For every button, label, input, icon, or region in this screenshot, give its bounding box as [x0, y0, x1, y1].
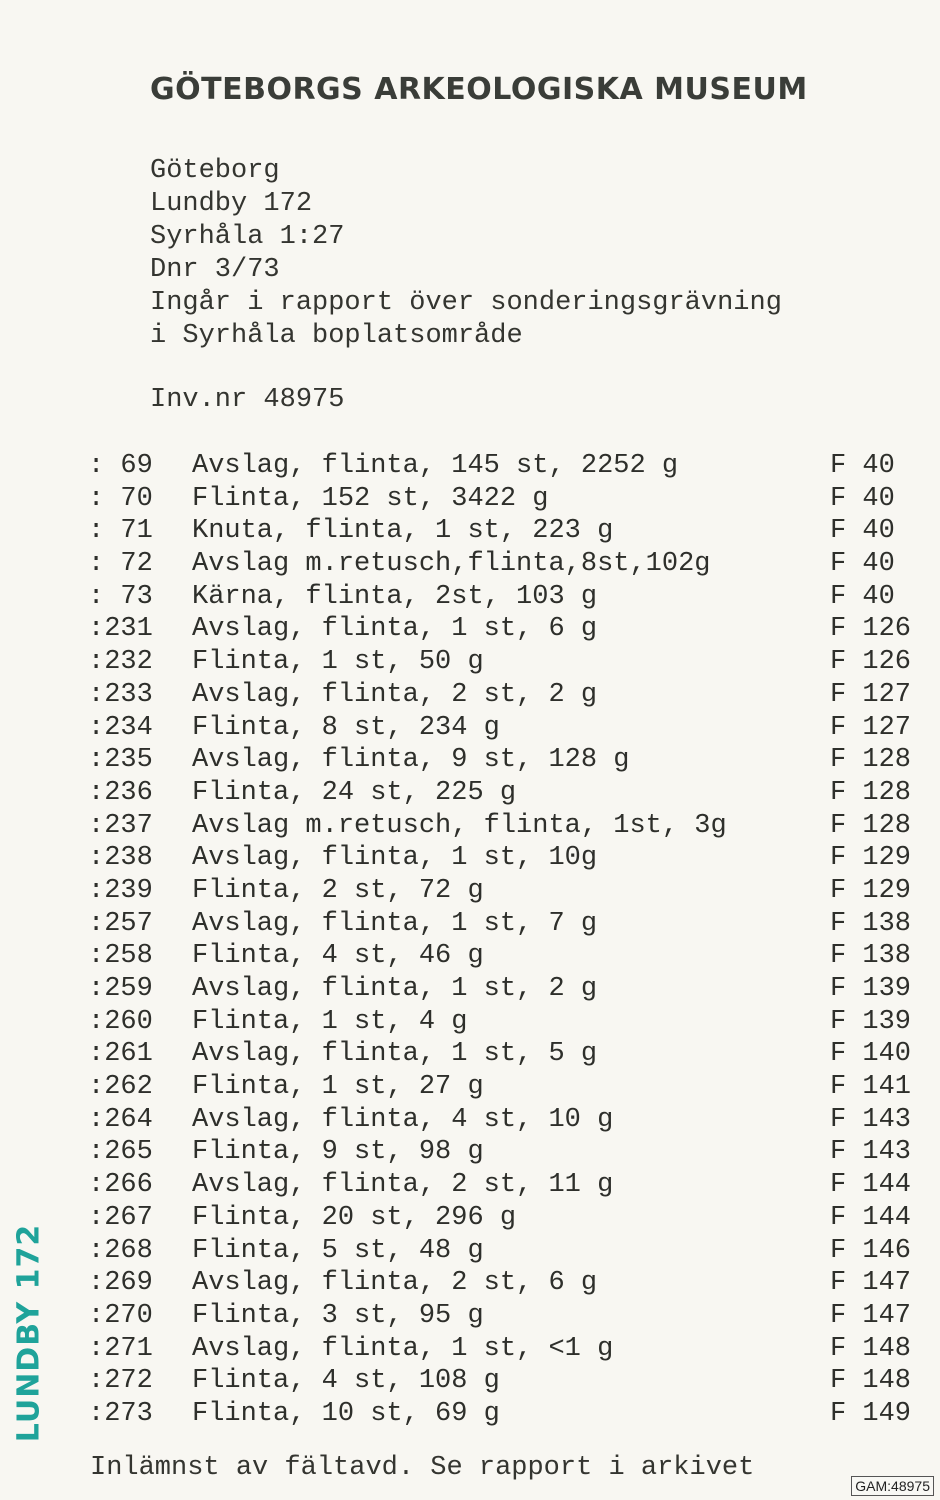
item-description: Flinta, 8 st, 234 g — [192, 712, 500, 743]
item-reference: F 143 — [830, 1137, 912, 1168]
item-number: :239 — [88, 875, 153, 906]
item-description: Flinta, 5 st, 48 g — [192, 1235, 484, 1266]
item-number: :236 — [88, 777, 153, 808]
list-item — [88, 974, 928, 1007]
item-description: Avslag, flinta, 1 st, <1 g — [192, 1333, 614, 1364]
item-reference: F 141 — [830, 1072, 912, 1103]
list-item — [88, 1072, 928, 1105]
list-item — [88, 876, 928, 909]
header-line: Ingår i rapport över sonderingsgrävning — [150, 288, 782, 318]
item-reference: F 146 — [830, 1235, 912, 1266]
item-reference: F 138 — [830, 941, 912, 972]
item-reference: F 147 — [830, 1300, 912, 1331]
item-number: :238 — [88, 843, 153, 874]
item-number: :234 — [88, 712, 153, 743]
footer-note: Inlämnst av fältavd. Se rapport i arkivet — [90, 1453, 755, 1483]
find-list — [88, 451, 928, 1432]
item-reference: F 40 — [830, 581, 895, 612]
list-item — [88, 1301, 928, 1334]
item-description: Knuta, flinta, 1 st, 223 g — [192, 516, 614, 547]
item-number: :264 — [88, 1104, 153, 1135]
item-reference: F 144 — [830, 1202, 912, 1233]
item-reference: F 40 — [830, 549, 895, 580]
item-reference: F 139 — [830, 974, 912, 1004]
item-description: Avslag, flinta, 4 st, 10 g — [192, 1104, 614, 1135]
item-reference: F 127 — [830, 679, 912, 710]
item-description: Avslag, flinta, 2 st, 2 g — [192, 679, 598, 710]
item-description: Avslag, flinta, 1 st, 5 g — [192, 1039, 598, 1070]
item-description: Avslag, flinta, 2 st, 11 g — [192, 1170, 614, 1201]
museum-title: GÖTEBORGS ARKEOLOGISKA MUSEUM — [150, 72, 808, 107]
item-number: :232 — [88, 647, 153, 678]
list-item — [88, 941, 928, 974]
item-description: Flinta, 1 st, 27 g — [192, 1072, 484, 1103]
header-line: Syrhåla 1:27 — [150, 222, 345, 252]
item-number: : 70 — [88, 483, 153, 514]
header-line: Lundby 172 — [150, 189, 313, 219]
item-reference: F 138 — [830, 908, 912, 939]
item-reference: F 126 — [830, 647, 912, 678]
item-number: :266 — [88, 1170, 153, 1201]
item-number: :259 — [88, 974, 153, 1004]
item-description: Flinta, 4 st, 108 g — [192, 1366, 500, 1397]
item-number: :271 — [88, 1333, 153, 1364]
item-reference: F 129 — [830, 843, 912, 874]
header-block — [150, 155, 782, 353]
list-item — [88, 1007, 928, 1040]
item-reference: F 149 — [830, 1398, 912, 1429]
list-item — [88, 778, 928, 811]
list-item — [88, 484, 928, 517]
item-number: :237 — [88, 810, 153, 841]
stamp-text: LUNDBY 172 — [11, 1223, 47, 1442]
item-number: : 72 — [88, 549, 153, 580]
item-number: :231 — [88, 614, 153, 645]
item-number: :273 — [88, 1398, 153, 1429]
item-number: : 73 — [88, 581, 153, 612]
list-item — [88, 811, 928, 844]
item-number: :261 — [88, 1039, 153, 1070]
item-description: Avslag m.retusch, flinta, 1st, 3g — [192, 810, 727, 841]
header-line: Dnr 3/73 — [150, 255, 280, 285]
item-description: Avslag, flinta, 9 st, 128 g — [192, 745, 630, 776]
item-reference: F 129 — [830, 875, 912, 906]
list-item — [88, 582, 928, 615]
item-description: Avslag, flinta, 1 st, 7 g — [192, 908, 598, 939]
item-reference: F 126 — [830, 614, 912, 645]
list-item — [88, 1268, 928, 1301]
item-reference: F 148 — [830, 1333, 912, 1364]
item-reference: F 144 — [830, 1170, 912, 1201]
item-number: :269 — [88, 1268, 153, 1299]
list-item — [88, 614, 928, 647]
item-description: Flinta, 152 st, 3422 g — [192, 483, 549, 514]
item-reference: F 140 — [830, 1039, 912, 1070]
list-item — [88, 1203, 928, 1236]
item-reference: F 139 — [830, 1006, 912, 1037]
item-reference: F 128 — [830, 810, 912, 841]
item-number: :258 — [88, 941, 153, 972]
list-item — [88, 909, 928, 942]
item-description: Flinta, 10 st, 69 g — [192, 1398, 500, 1429]
list-item — [88, 843, 928, 876]
list-item — [88, 1399, 928, 1432]
list-item — [88, 745, 928, 778]
item-number: :257 — [88, 908, 153, 939]
item-number: :267 — [88, 1202, 153, 1233]
item-reference: F 147 — [830, 1268, 912, 1299]
list-item — [88, 1105, 928, 1138]
header-line: Göteborg — [150, 156, 280, 186]
item-description: Flinta, 9 st, 98 g — [192, 1137, 484, 1168]
item-number: :270 — [88, 1300, 153, 1331]
lundby-stamp — [8, 1225, 50, 1440]
item-description: Flinta, 4 st, 46 g — [192, 941, 484, 972]
list-item — [88, 1236, 928, 1269]
item-number: :260 — [88, 1006, 153, 1037]
item-number: :268 — [88, 1235, 153, 1266]
item-description: Avslag, flinta, 145 st, 2252 g — [192, 451, 679, 481]
item-reference: F 128 — [830, 777, 912, 808]
catalog-id-label: GAM:48975 — [851, 1476, 934, 1496]
list-item — [88, 1170, 928, 1203]
inventory-number: Inv.nr 48975 — [150, 385, 345, 415]
item-number: :233 — [88, 679, 153, 710]
list-item — [88, 1366, 928, 1399]
item-description: Avslag, flinta, 2 st, 6 g — [192, 1268, 598, 1299]
list-item — [88, 647, 928, 680]
list-item — [88, 451, 928, 484]
list-item — [88, 713, 928, 746]
list-item — [88, 680, 928, 713]
item-number: :272 — [88, 1366, 153, 1397]
item-number: : 71 — [88, 516, 153, 547]
item-reference: F 143 — [830, 1104, 912, 1135]
item-description: Flinta, 1 st, 4 g — [192, 1006, 468, 1037]
item-description: Avslag, flinta, 1 st, 10g — [192, 843, 598, 874]
list-item — [88, 1334, 928, 1367]
item-description: Flinta, 2 st, 72 g — [192, 875, 484, 906]
item-description: Avslag, flinta, 1 st, 2 g — [192, 974, 598, 1004]
item-description: Avslag, flinta, 1 st, 6 g — [192, 614, 598, 645]
item-description: Avslag m.retusch,flinta,8st,102g — [192, 549, 711, 580]
item-reference: F 40 — [830, 451, 895, 481]
item-reference: F 148 — [830, 1366, 912, 1397]
item-reference: F 40 — [830, 483, 895, 514]
item-number: :262 — [88, 1072, 153, 1103]
item-reference: F 40 — [830, 516, 895, 547]
list-item — [88, 516, 928, 549]
list-item — [88, 1039, 928, 1072]
item-description: Kärna, flinta, 2st, 103 g — [192, 581, 598, 612]
list-item — [88, 549, 928, 582]
item-number: : 69 — [88, 451, 153, 481]
item-description: Flinta, 1 st, 50 g — [192, 647, 484, 678]
item-description: Flinta, 20 st, 296 g — [192, 1202, 517, 1233]
item-reference: F 128 — [830, 745, 912, 776]
item-reference: F 127 — [830, 712, 912, 743]
item-number: :265 — [88, 1137, 153, 1168]
list-item — [88, 1137, 928, 1170]
item-description: Flinta, 24 st, 225 g — [192, 777, 517, 808]
header-line: i Syrhåla boplatsområde — [150, 321, 523, 351]
item-number: :235 — [88, 745, 153, 776]
item-description: Flinta, 3 st, 95 g — [192, 1300, 484, 1331]
